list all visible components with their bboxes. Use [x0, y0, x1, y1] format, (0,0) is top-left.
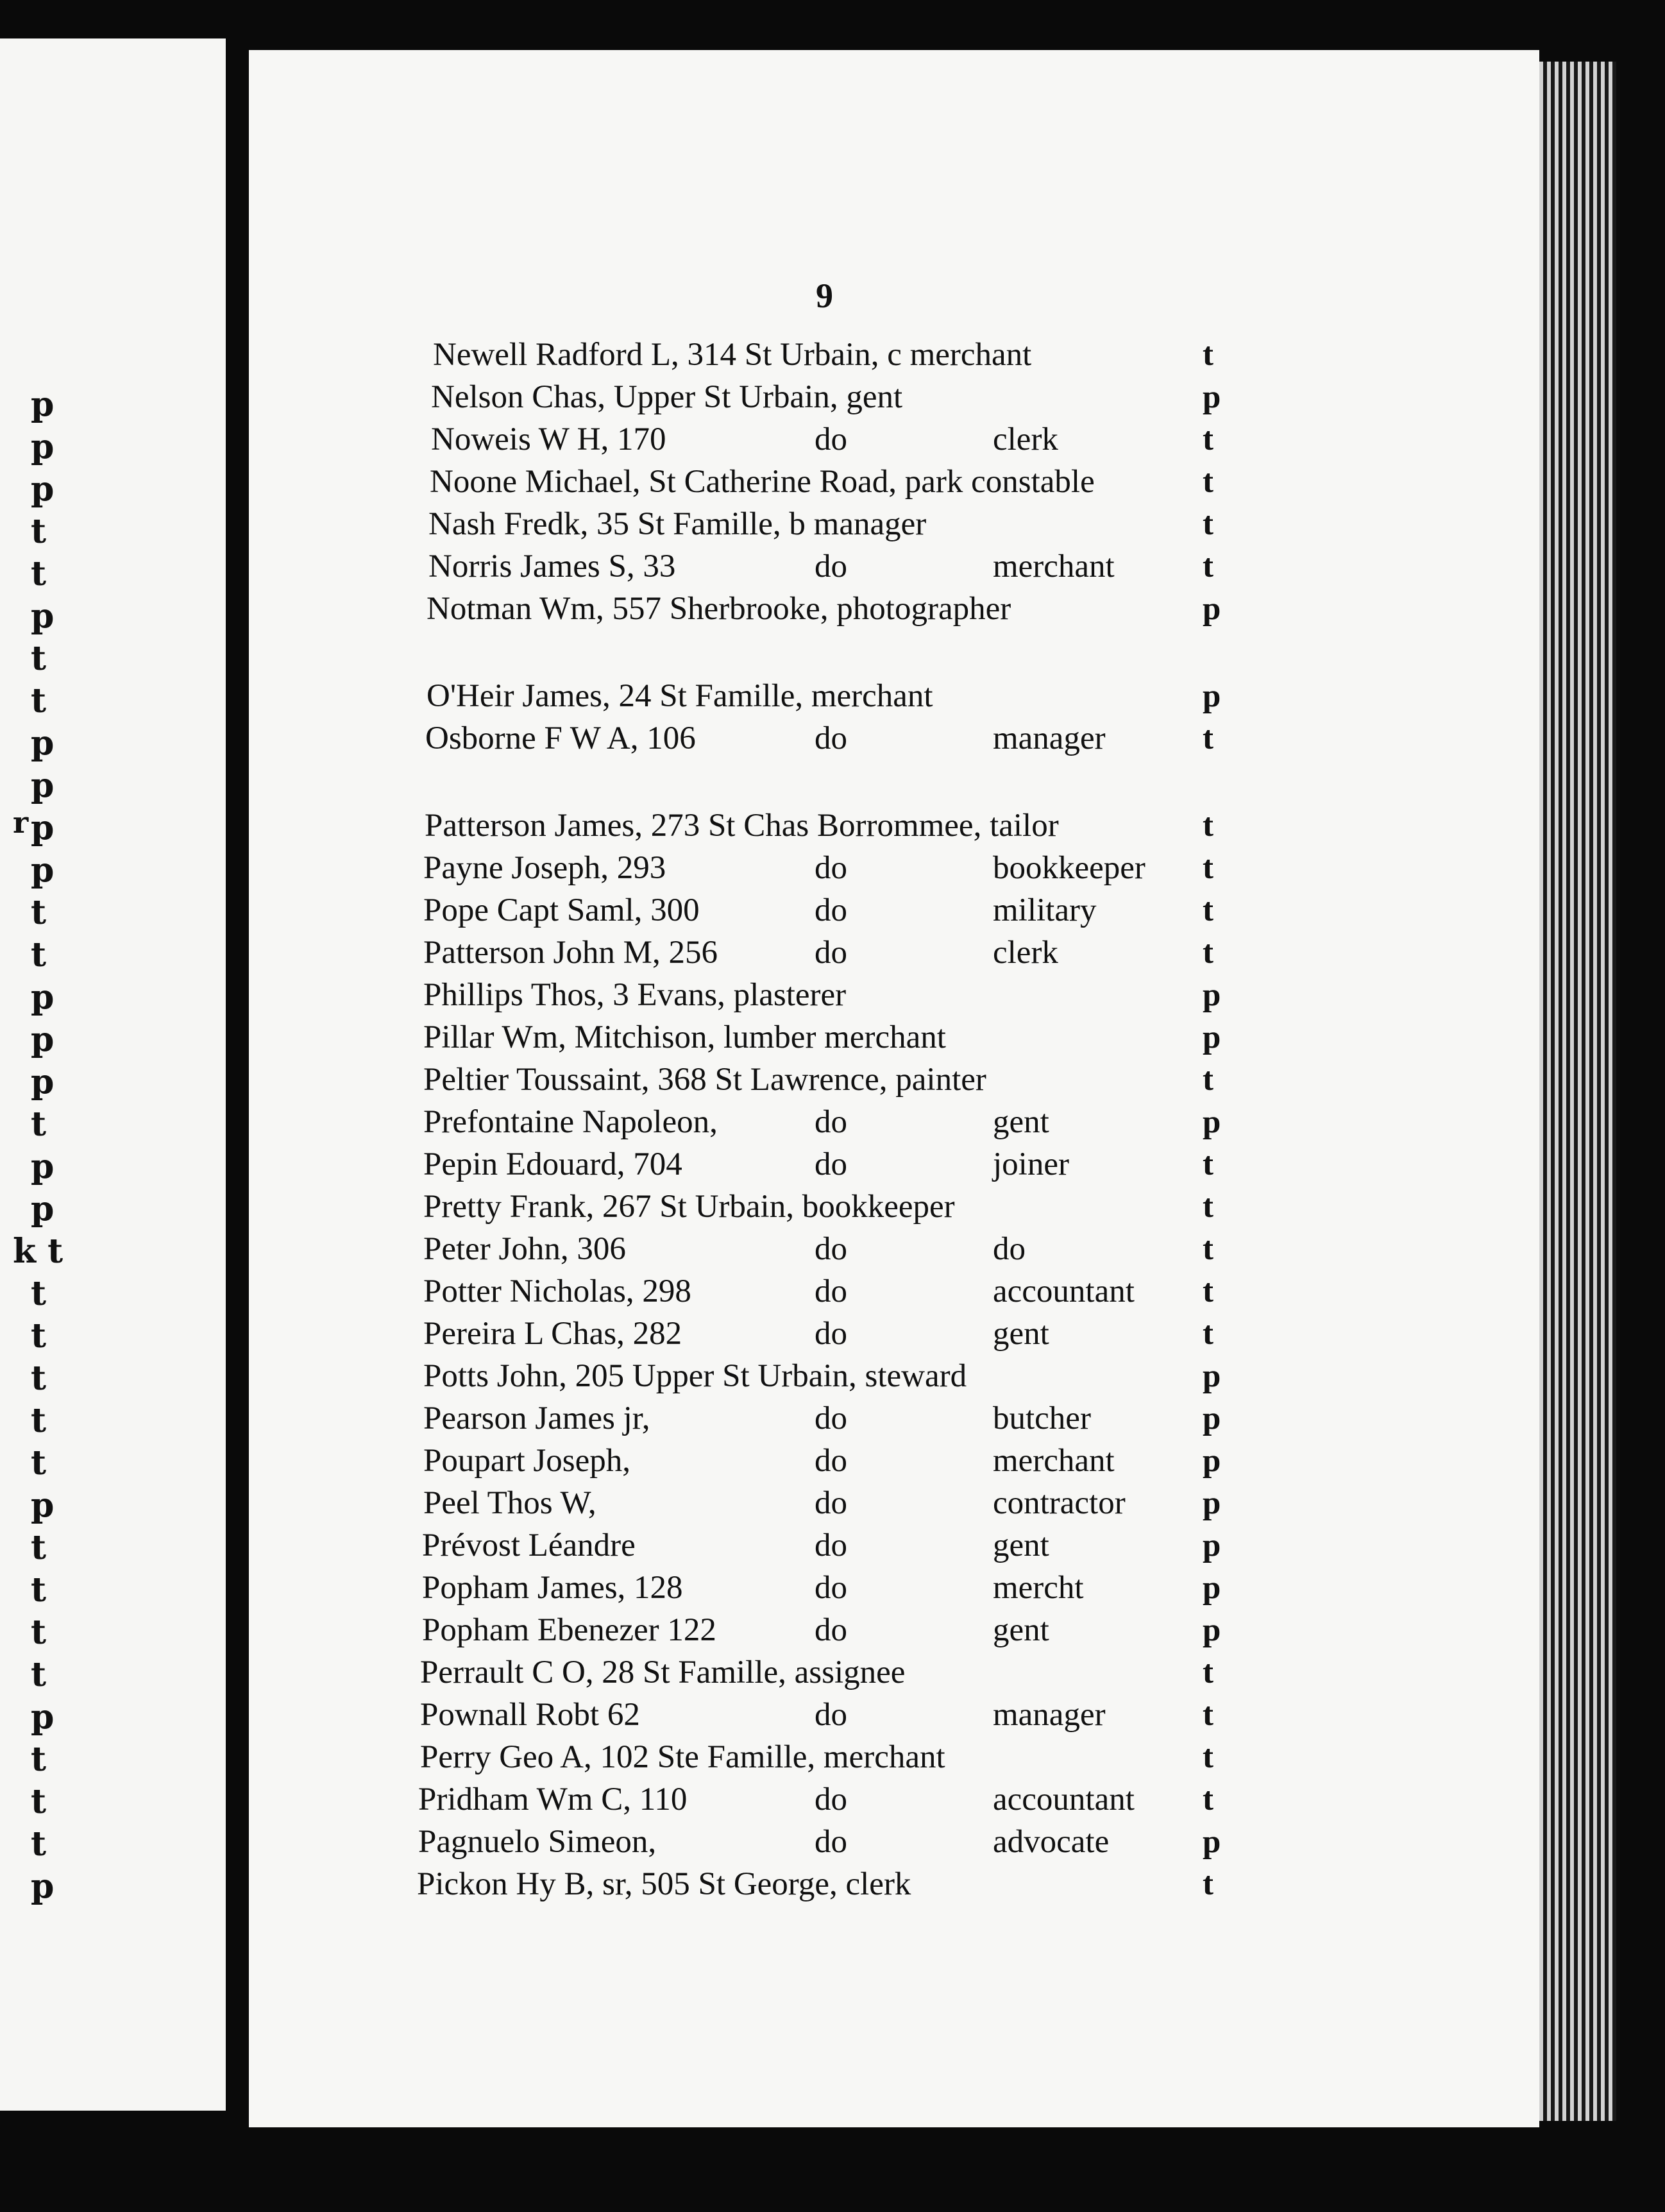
entry-mark: t: [1203, 421, 1213, 457]
book-page-edges: [1539, 62, 1616, 2121]
entry-occupation: gent: [993, 1527, 1049, 1563]
entry-ditto: do: [815, 1400, 847, 1436]
entry-occupation: do: [993, 1231, 1026, 1267]
entry-name: Pickon Hy B, sr, 505 St George, clerk: [417, 1866, 911, 1902]
entry-mark: p: [1203, 1358, 1221, 1394]
directory-entry: [423, 1313, 1231, 1355]
directory-entry: [417, 1863, 1225, 1905]
left-margin-letter: t: [31, 1655, 47, 1694]
directory-entry: [427, 675, 1235, 717]
left-margin-letter: t: [31, 1740, 47, 1779]
entry-mark: t: [1203, 506, 1213, 542]
left-margin-fragment: r: [13, 805, 29, 840]
entry-name: Pagnuelo Simeon,: [418, 1824, 657, 1860]
entry-name: O'Heir James, 24 St Famille, merchant: [427, 678, 933, 714]
left-margin-letter: t: [31, 1316, 47, 1356]
directory-entry: [428, 545, 1237, 588]
entry-mark: t: [1203, 1273, 1213, 1309]
entry-name: Notman Wm, 557 Sherbrooke, photographer: [427, 591, 1011, 627]
page-number: 9: [816, 276, 833, 315]
entry-name: Peel Thos W,: [423, 1485, 596, 1521]
entry-ditto: do: [815, 1231, 847, 1267]
entry-mark: t: [1203, 549, 1213, 584]
entry-ditto: do: [815, 421, 847, 457]
entry-mark: t: [1203, 1146, 1213, 1182]
entry-mark: p: [1203, 1612, 1221, 1648]
entry-mark: p: [1203, 678, 1221, 714]
directory-entry: [423, 1143, 1231, 1186]
entry-name: Pridham Wm C, 110: [418, 1782, 688, 1817]
entry-mark: t: [1203, 337, 1213, 373]
left-margin-letter: t: [31, 1613, 47, 1652]
entry-occupation: contractor: [993, 1485, 1126, 1521]
directory-entry: [423, 932, 1231, 974]
directory-entry: [422, 1524, 1230, 1567]
entry-name: Patterson James, 273 St Chas Borrommee, tailor: [425, 808, 1059, 844]
directory-entry: [422, 1609, 1230, 1651]
entry-occupation: joiner: [993, 1146, 1069, 1182]
directory-entry: [418, 1821, 1226, 1863]
directory-entry: [420, 1694, 1228, 1736]
directory-entry: [423, 1482, 1231, 1524]
entry-occupation: advocate: [993, 1824, 1110, 1860]
left-margin-letter: t: [31, 1359, 47, 1398]
entry-ditto: do: [815, 1443, 847, 1479]
left-margin-letter: p: [31, 808, 55, 847]
left-margin-letter: t: [31, 1443, 47, 1483]
entry-name: Potts John, 205 Upper St Urbain, steward: [423, 1358, 967, 1394]
entry-mark: t: [1203, 1189, 1213, 1225]
directory-entry: [431, 418, 1239, 461]
entry-ditto: do: [815, 1273, 847, 1309]
left-margin-letter: p: [31, 978, 55, 1017]
left-margin-letter: p: [31, 385, 55, 424]
entry-name: Pepin Edouard, 704: [423, 1146, 682, 1182]
entry-mark: p: [1203, 977, 1221, 1013]
entry-ditto: do: [815, 1697, 847, 1733]
entry-mark: p: [1203, 1400, 1221, 1436]
entry-occupation: military: [993, 892, 1097, 928]
left-margin-letter: t: [31, 512, 47, 551]
entry-mark: t: [1203, 850, 1213, 886]
entry-mark: t: [1203, 1655, 1213, 1690]
entry-ditto: do: [815, 720, 847, 756]
left-margin-letter: k t: [13, 1232, 63, 1271]
entry-mark: t: [1203, 1316, 1213, 1352]
entry-ditto: do: [815, 935, 847, 971]
left-margin-letter: t: [31, 1528, 47, 1567]
entry-mark: t: [1203, 935, 1213, 971]
directory-entry: [428, 503, 1237, 545]
entry-name: Pereira L Chas, 282: [423, 1316, 682, 1352]
entry-mark: t: [1203, 1062, 1213, 1098]
directory-entry: [423, 1440, 1231, 1482]
entry-occupation: merchant: [993, 549, 1115, 584]
entry-name: Peltier Toussaint, 368 St Lawrence, painter: [423, 1062, 986, 1098]
entry-ditto: do: [815, 1485, 847, 1521]
left-page: [0, 38, 226, 2111]
entry-occupation: accountant: [993, 1273, 1135, 1309]
entry-name: Noone Michael, St Catherine Road, park constable: [430, 464, 1095, 500]
entry-mark: p: [1203, 1824, 1221, 1860]
entry-mark: p: [1203, 1104, 1221, 1140]
entry-mark: p: [1203, 1443, 1221, 1479]
entry-mark: p: [1203, 379, 1221, 415]
entry-name: Phillips Thos, 3 Evans, plasterer: [423, 977, 847, 1013]
entry-name: Payne Joseph, 293: [423, 850, 666, 886]
entry-ditto: do: [815, 1612, 847, 1648]
entry-mark: p: [1203, 1485, 1221, 1521]
entry-mark: p: [1203, 1019, 1221, 1055]
directory-entry: [430, 461, 1238, 503]
directory-entry: [433, 334, 1241, 376]
entry-ditto: do: [815, 1782, 847, 1817]
entry-mark: t: [1203, 1231, 1213, 1267]
entry-occupation: mercht: [993, 1570, 1084, 1606]
directory-entry: [423, 1355, 1231, 1397]
left-margin-letter: t: [31, 1274, 47, 1313]
entry-ditto: do: [815, 892, 847, 928]
left-margin-letter: p: [31, 597, 55, 636]
entry-name: Prévost Léandre: [422, 1527, 636, 1563]
entry-occupation: merchant: [993, 1443, 1115, 1479]
entry-mark: p: [1203, 1570, 1221, 1606]
entry-occupation: bookkeeper: [993, 850, 1145, 886]
directory-entry: [423, 1186, 1231, 1228]
entry-occupation: gent: [993, 1104, 1049, 1140]
entry-occupation: gent: [993, 1612, 1049, 1648]
entry-mark: t: [1203, 464, 1213, 500]
directory-entry: [423, 1101, 1231, 1143]
left-margin-letter: t: [31, 1782, 47, 1821]
entry-name: Pillar Wm, Mitchison, lumber merchant: [423, 1019, 946, 1055]
directory-entry: [418, 1778, 1226, 1821]
entry-name: Patterson John M, 256: [423, 935, 718, 971]
entry-ditto: do: [815, 1824, 847, 1860]
directory-entry: [427, 588, 1235, 630]
entry-name: Nelson Chas, Upper St Urbain, gent: [431, 379, 903, 415]
left-margin-letter: t: [31, 1401, 47, 1440]
left-margin-letter: p: [31, 470, 55, 509]
entry-mark: t: [1203, 1697, 1213, 1733]
entry-name: Pownall Robt 62: [420, 1697, 640, 1733]
directory-entry: [423, 847, 1231, 889]
directory-entry: [431, 376, 1239, 418]
entry-ditto: do: [815, 1104, 847, 1140]
left-margin-letter: t: [31, 1105, 47, 1144]
entry-occupation: accountant: [993, 1782, 1135, 1817]
directory-entry: [422, 1567, 1230, 1609]
entry-name: Noweis W H, 170: [431, 421, 666, 457]
directory-entry: [423, 1397, 1231, 1440]
entry-occupation: manager: [993, 1697, 1106, 1733]
entry-ditto: do: [815, 1570, 847, 1606]
entry-mark: p: [1203, 591, 1221, 627]
entry-name: Prefontaine Napoleon,: [423, 1104, 718, 1140]
entry-mark: t: [1203, 1739, 1213, 1775]
left-margin-letter: t: [31, 1825, 47, 1864]
entry-ditto: do: [815, 850, 847, 886]
directory-entry: [420, 1651, 1228, 1694]
directory-entry: [420, 1736, 1228, 1778]
entry-ditto: do: [815, 1146, 847, 1182]
left-margin-letter: p: [31, 724, 55, 763]
directory-entry: [423, 1228, 1231, 1270]
left-margin-letter: p: [31, 766, 55, 805]
left-margin-letter: p: [31, 1020, 55, 1059]
entry-ditto: do: [815, 1316, 847, 1352]
directory-entry: [423, 1270, 1231, 1313]
entry-mark: t: [1203, 1866, 1213, 1902]
entry-mark: p: [1203, 1527, 1221, 1563]
entry-name: Poupart Joseph,: [423, 1443, 630, 1479]
entry-name: Norris James S, 33: [428, 549, 676, 584]
left-margin-letter: t: [31, 554, 47, 593]
directory-entry: [425, 717, 1233, 760]
left-margin-letter: p: [31, 1189, 55, 1229]
left-margin-letter: p: [31, 851, 55, 890]
directory-entry: [425, 804, 1233, 847]
left-margin-letter: p: [31, 1486, 55, 1525]
entry-occupation: butcher: [993, 1400, 1091, 1436]
entry-name: Nash Fredk, 35 St Famille, b manager: [428, 506, 927, 542]
entry-occupation: gent: [993, 1316, 1049, 1352]
entry-name: Perrault C O, 28 St Famille, assignee: [420, 1655, 906, 1690]
entry-name: Perry Geo A, 102 Ste Famille, merchant: [420, 1739, 945, 1775]
entry-mark: t: [1203, 892, 1213, 928]
entry-ditto: do: [815, 1527, 847, 1563]
directory-entry: [423, 974, 1231, 1016]
directory-entry: [423, 1016, 1231, 1059]
directory-entry: [423, 889, 1231, 932]
left-margin-letter: p: [31, 1062, 55, 1102]
left-margin-letter: t: [31, 893, 47, 932]
entry-mark: t: [1203, 1782, 1213, 1817]
left-margin-letter: t: [31, 935, 47, 974]
entry-mark: t: [1203, 720, 1213, 756]
entry-name: Pope Capt Saml, 300: [423, 892, 700, 928]
entry-name: Potter Nicholas, 298: [423, 1273, 691, 1309]
entry-name: Popham James, 128: [422, 1570, 683, 1606]
left-margin-letter: p: [31, 1697, 55, 1737]
entry-occupation: clerk: [993, 935, 1058, 971]
left-margin-letter: p: [31, 1147, 55, 1186]
entry-name: Peter John, 306: [423, 1231, 626, 1267]
entry-name: Osborne F W A, 106: [425, 720, 696, 756]
entry-occupation: manager: [993, 720, 1106, 756]
left-margin-letter: t: [31, 1570, 47, 1610]
left-margin-letter: p: [31, 427, 55, 466]
directory-entry: [423, 1059, 1231, 1101]
entry-name: Pearson James jr,: [423, 1400, 650, 1436]
entry-mark: t: [1203, 808, 1213, 844]
entry-ditto: do: [815, 549, 847, 584]
left-margin-letter: p: [31, 1867, 55, 1906]
entry-occupation: clerk: [993, 421, 1058, 457]
entry-name: Newell Radford L, 314 St Urbain, c merchant: [433, 337, 1032, 373]
left-margin-letter: t: [31, 681, 47, 720]
entry-name: Popham Ebenezer 122: [422, 1612, 716, 1648]
entry-name: Pretty Frank, 267 St Urbain, bookkeeper: [423, 1189, 955, 1225]
left-margin-letter: t: [31, 639, 47, 678]
